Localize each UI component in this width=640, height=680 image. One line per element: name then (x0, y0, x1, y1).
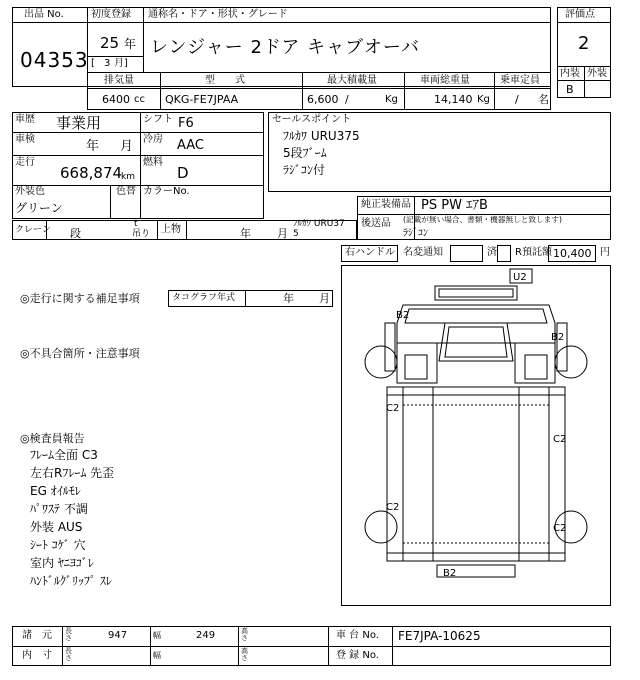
color-change-label: 色替 (116, 186, 136, 197)
ext-color-label: 外装色 (15, 186, 45, 197)
damage-mark: C2 (553, 523, 567, 534)
crane-label: クレーン (15, 225, 51, 235)
interior-grade-label: 内装 (560, 68, 580, 79)
dealer-status: 済 (487, 247, 497, 258)
max-load-label: 最大積載量 (327, 75, 377, 86)
inspector-line: 室内 ﾔﾆﾖｺﾞﾚ (30, 556, 94, 570)
gross-weight-unit: Kg (477, 94, 490, 105)
exterior-grade-label: 外装 (587, 68, 607, 79)
inspector-line: 外装 AUS (30, 520, 83, 534)
damage-mark: C2 (553, 434, 567, 445)
displacement: 6400 (102, 93, 130, 106)
sales-point-line: 5段ﾌﾞｰﾑ (283, 146, 327, 160)
length: 947 (108, 630, 128, 641)
ac: AAC (177, 138, 204, 153)
aftermarket-items: ﾗｼﾞｺﾝ (403, 228, 428, 239)
score-value: 2 (578, 33, 590, 54)
shift-label: シフト (143, 114, 173, 125)
length-label: 長さ (65, 627, 72, 642)
aftermarket-label: 後送品 (361, 218, 391, 229)
name-label: 通称名・ドア・形状・グレード (148, 9, 288, 20)
name-change-box (450, 245, 483, 262)
ac-label: 冷房 (143, 134, 163, 145)
inspector-label: ◎検査員報告 (20, 432, 85, 445)
inspection-year-unit: 年 (86, 139, 100, 154)
inspector-line: 左右Rﾌﾚｰﾑ 先歪 (30, 466, 115, 480)
height-label: 高さ (241, 627, 248, 642)
steering: 右ハンドル (345, 247, 395, 258)
model-code: QKG-FE7JPAA (165, 93, 239, 106)
first-reg-month-unit: 月] (114, 58, 128, 69)
sales-point-line: ﾌﾙｶﾜ URU375 (283, 129, 360, 143)
lot-number: 04353 (20, 48, 89, 72)
inspector-line: ﾊﾟﾜｽﾃ 不調 (30, 502, 88, 516)
upper-model: 5 (293, 229, 299, 239)
damage-mark: B2 (396, 310, 410, 321)
history: 事業用 (56, 114, 102, 132)
upper-label: 上物 (161, 224, 181, 235)
displacement-unit: cc (134, 94, 145, 105)
ext-color: グリーン (15, 201, 63, 215)
inspector-line: ｼｰﾄ ｺｹﾞ 穴 (30, 538, 86, 552)
model-label: 型 式 (205, 75, 245, 86)
first-reg-bracket: [ (91, 58, 95, 69)
inspection-month-unit: 月 (120, 139, 134, 154)
aftermarket-note: (記載が無い場合、書類・機器無しと致します) (403, 216, 562, 225)
truck-diagram-drawing (341, 265, 611, 606)
damage-mark: C2 (386, 502, 400, 513)
color-no-label: カラーNo. (143, 186, 190, 197)
yen-unit: 円 (600, 247, 610, 258)
capacity-sep: / (515, 93, 519, 106)
specs-label: 諸 元 (22, 630, 52, 641)
genuine-equipment: PS PW ｴｱB (421, 198, 488, 213)
inspection-label: 車検 (15, 134, 35, 145)
fuel: D (177, 164, 189, 182)
upper-year-unit: 年 (240, 227, 251, 240)
damage-mark: C2 (386, 403, 400, 414)
crane-lift-label: 吊り (132, 229, 151, 239)
damage-mark: B2 (551, 332, 565, 343)
fuel-label: 燃料 (143, 157, 163, 168)
first-reg-year-unit: 年 (124, 37, 137, 51)
damage-mark: B2 (443, 568, 457, 579)
tacho-label: タコグラフ年式 (172, 293, 236, 303)
sales-points-label: セールスポイント (272, 114, 352, 125)
name-change-label: 名変通知 (403, 247, 443, 258)
displacement-label: 排気量 (104, 75, 134, 86)
max-load-sep: / (345, 93, 349, 106)
sales-point-line: ﾗｼﾞｺﾝ付 (283, 163, 326, 177)
inner-length-label: 長さ (65, 647, 72, 662)
interior-dim-label: 内 寸 (22, 650, 52, 661)
interior-grade: B (566, 83, 574, 96)
gross-weight-label: 車両総重量 (420, 75, 470, 86)
dealer-box (497, 245, 511, 262)
damage-mark: U2 (513, 272, 527, 283)
warranty-label: R預託額 (515, 247, 552, 258)
first-reg-month: 3 (104, 58, 111, 69)
max-load: 6,600 (307, 93, 339, 106)
width-label: 幅 (153, 631, 161, 640)
inner-height-label: 高さ (241, 647, 248, 662)
chassis-number: FE7JPA-10625 (398, 629, 481, 643)
mileage: 668,874 (60, 164, 123, 182)
gross-weight: 14,140 (434, 93, 473, 106)
shift: F6 (178, 116, 194, 131)
genuine-equipment-label: 純正装備品 (361, 199, 411, 210)
tacho-year-unit: 年 (283, 292, 294, 305)
mileage-unit: km (121, 172, 135, 182)
inspector-line: ﾊﾝﾄﾞﾙｸﾞﾘｯﾌﾟ ｽﾚ (30, 574, 112, 588)
first-reg-year: 25 (100, 34, 120, 52)
inspector-line: EG ｵｲﾙﾓﾚ (30, 484, 81, 498)
width: 249 (196, 630, 216, 641)
registration-label: 登 録 No. (336, 650, 379, 661)
chassis-label: 車 台 No. (336, 630, 379, 641)
upper-month-unit: 月 (277, 227, 288, 240)
upper-maker: ﾌﾙｶﾜ URU37 (293, 219, 345, 229)
inner-width-label: 幅 (153, 651, 161, 660)
car-name: レンジャー 2ドア キャブオーバ (150, 37, 421, 58)
driving-notes-label: ◎走行に関する補足事項 (20, 292, 140, 305)
score-label: 評価点 (565, 9, 595, 20)
crane-ton-unit: t (134, 219, 138, 229)
max-load-unit: Kg (385, 94, 398, 105)
inspector-line: ﾌﾚｰﾑ全面 C3 (30, 448, 98, 462)
history-label: 車歴 (15, 114, 35, 125)
first-reg-label: 初度登録 (91, 9, 131, 20)
warranty-amount: 10,400 (553, 247, 592, 260)
mileage-label: 走行 (15, 157, 35, 168)
capacity-unit: 名 (538, 93, 549, 106)
crane-stage-unit: 段 (70, 227, 81, 240)
capacity-label: 乗車定員 (500, 75, 540, 86)
defects-label: ◎不具合箇所・注意事項 (20, 347, 140, 360)
tacho-month-unit: 月 (319, 292, 330, 305)
lot-label: 出品 No. (24, 9, 64, 20)
